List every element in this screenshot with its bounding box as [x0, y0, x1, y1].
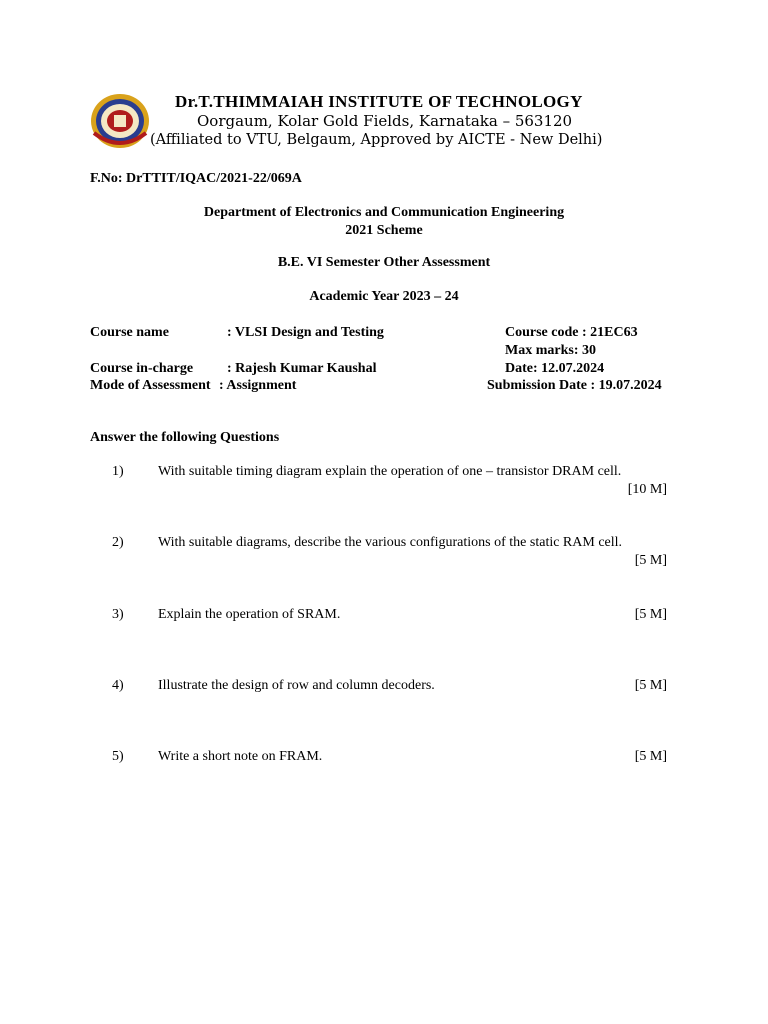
- question-marks: [5 M]: [634, 553, 667, 568]
- mode-label: Mode of Assessment: [90, 378, 211, 393]
- question-text: With suitable diagrams, describe the various configurations of the static RAM cell.: [158, 535, 623, 550]
- submission-date: Submission Date : 19.07.2024: [487, 378, 662, 393]
- mode-value: : Assignment: [219, 378, 297, 393]
- institute-header: [150, 92, 665, 150]
- course-incharge-label: Course in-charge: [90, 361, 194, 376]
- question-marks: [10 M]: [627, 482, 667, 497]
- course-incharge-value: : Rajesh Kumar Kaushal: [227, 361, 377, 376]
- course-name-value: : VLSI Design and Testing: [227, 325, 384, 340]
- issue-date: Date: 12.07.2024: [505, 361, 605, 376]
- instructions: Answer the following Questions: [90, 430, 280, 445]
- question-marks: [5 M]: [634, 678, 667, 693]
- institute-seal-icon: [90, 93, 150, 149]
- assessment-title: B.E. VI Semester Other Assessment: [277, 255, 491, 270]
- department-name: Department of Electronics and Communication Engineering: [203, 205, 565, 220]
- max-marks: Max marks: 30: [505, 343, 596, 358]
- scheme: 2021 Scheme: [345, 223, 423, 238]
- question-text: Illustrate the design of row and column decoders.: [158, 678, 435, 693]
- question-text: Write a short note on FRAM.: [158, 749, 323, 764]
- question-marks: [5 M]: [634, 749, 667, 764]
- course-code: Course code : 21EC63: [505, 325, 638, 340]
- question-number: 2): [112, 535, 124, 550]
- question-number: 3): [112, 607, 124, 622]
- academic-year: Academic Year 2023 – 24: [309, 289, 459, 304]
- question-text: With suitable timing diagram explain the operation of one – transistor DRAM cell.: [158, 464, 622, 479]
- course-name-label: Course name: [90, 325, 169, 340]
- question-number: 4): [112, 678, 124, 693]
- institute-address: Oorgaum, Kolar Gold Fields, Karnataka – 563120: [197, 112, 573, 130]
- question-number: 5): [112, 749, 124, 764]
- question-number: 1): [112, 464, 124, 479]
- question-marks: [5 M]: [634, 607, 667, 622]
- question-text: Explain the operation of SRAM.: [158, 607, 341, 622]
- institute-affiliation: (Affiliated to VTU, Belgaum, Approved by AICTE - New Delhi): [150, 132, 603, 148]
- file-number: F.No: DrTTIT/IQAC/2021-22/069A: [90, 171, 302, 186]
- institute-name: Dr.T.THIMMAIAH INSTITUTE OF TECHNOLOGY: [175, 92, 583, 111]
